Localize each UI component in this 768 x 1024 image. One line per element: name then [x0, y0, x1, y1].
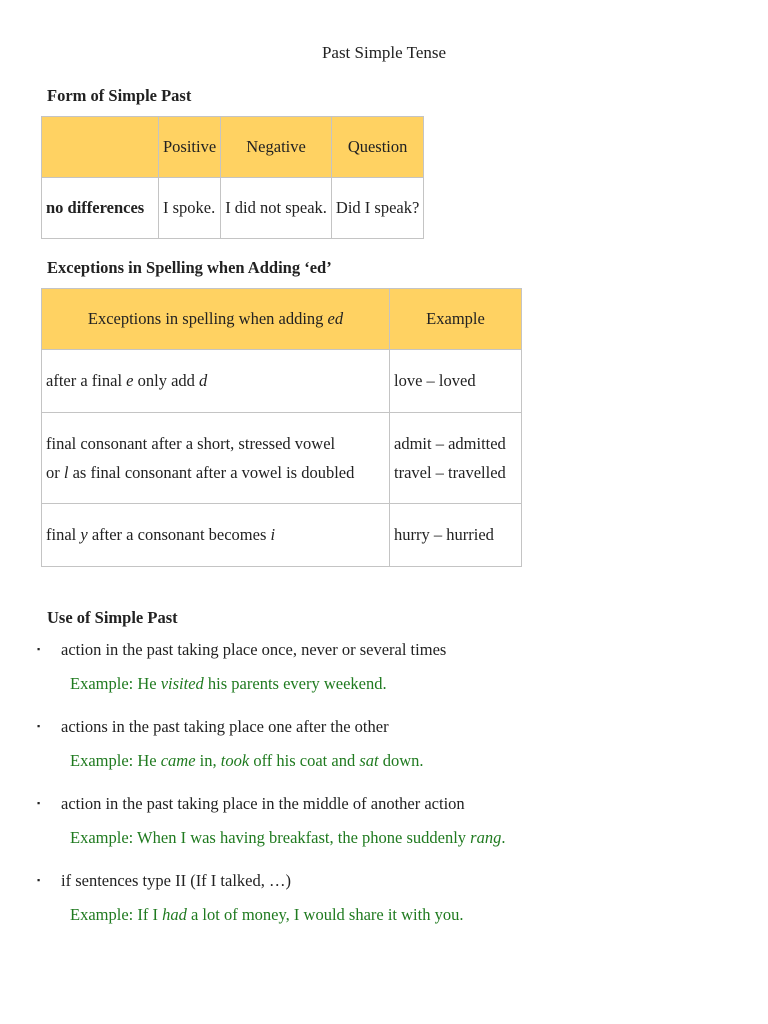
header-cell-question: Question [331, 117, 423, 178]
list-item [0, 715, 768, 792]
text-run: Example: When I was having breakfast, the phone suddenly [70, 828, 471, 847]
list-item [0, 638, 768, 715]
text-run: or [46, 463, 64, 482]
rule-cell [42, 413, 390, 504]
bullet-icon: ▪ [37, 721, 41, 731]
italic-word: visited [160, 674, 204, 693]
cell-negative: I did not speak. [221, 178, 332, 239]
bullet-icon: ▪ [37, 875, 41, 885]
rule-line-1 [46, 429, 385, 458]
text-run: final consonant after a short, stressed vowel [46, 434, 336, 453]
example-text [70, 828, 505, 848]
example-cell: love – loved [390, 350, 522, 413]
use-text: action in the past taking place in the middle of another action [61, 794, 465, 813]
example-line-2: travel – travelled [394, 463, 506, 482]
list-item [0, 869, 768, 946]
table-row [42, 350, 522, 413]
use-list [0, 638, 768, 946]
use-text: actions in the past taking place one after the other [61, 717, 389, 736]
table-row [42, 504, 522, 567]
spelling-table [41, 288, 522, 567]
list-item [0, 792, 768, 869]
text-run: Example: If I [70, 905, 163, 924]
header-cell-empty [42, 117, 159, 178]
text-run: off his coat and [249, 751, 360, 770]
example-cell [390, 413, 522, 504]
rule-cell [42, 350, 390, 413]
text-run: only add [133, 371, 200, 390]
header-cell-negative: Negative [221, 117, 332, 178]
example-text [70, 674, 387, 694]
table-header-row [42, 117, 424, 178]
cell-positive: I spoke. [159, 178, 221, 239]
page-title: Past Simple Tense [321, 43, 447, 62]
rule-cell [42, 504, 390, 567]
italic-word: i [270, 525, 276, 544]
italic-word: d [199, 371, 208, 390]
example-text [70, 751, 424, 771]
italic-word: rang [470, 828, 502, 847]
use-heading: Use of Simple Past [47, 608, 178, 627]
use-text: if sentences type II (If I talked, …) [61, 871, 291, 890]
cell-question: Did I speak? [331, 178, 423, 239]
example-text [70, 905, 463, 925]
italic-word: had [162, 905, 187, 924]
example-line-1: admit – admitted [394, 434, 506, 453]
header-cell-rule [42, 289, 390, 350]
header-cell-example: Example [390, 289, 522, 350]
form-heading: Form of Simple Past [47, 86, 192, 105]
italic-word: y [80, 525, 88, 544]
text-run: a lot of money, I would share it with you. [186, 905, 464, 924]
italic-word: sat [359, 751, 379, 770]
italic-word: l [63, 463, 69, 482]
text-run: after a consonant becomes [87, 525, 271, 544]
table-row [42, 178, 424, 239]
example-cell: hurry – hurried [390, 504, 522, 567]
text-run: his parents every weekend. [203, 674, 387, 693]
bullet-icon: ▪ [37, 798, 41, 808]
text-run: in, [195, 751, 221, 770]
form-table [41, 116, 424, 239]
bullet-icon: ▪ [37, 644, 41, 654]
row-label: no differences [42, 178, 159, 239]
header-cell-positive: Positive [159, 117, 221, 178]
spelling-heading: Exceptions in Spelling when Adding ‘ed’ [47, 258, 332, 277]
use-text: action in the past taking place once, never or several times [61, 640, 447, 659]
text-run: Example: He [70, 751, 161, 770]
text-run: down. [378, 751, 424, 770]
italic-word: e [126, 371, 134, 390]
table-header-row [42, 289, 522, 350]
text-run: as final consonant after a vowel is doubled [68, 463, 355, 482]
text-run: . [501, 828, 506, 847]
header-rule-italic: ed [327, 309, 344, 328]
italic-word: took [220, 751, 250, 770]
italic-word: came [160, 751, 196, 770]
text-run: after a final [46, 371, 127, 390]
text-run: final [46, 525, 81, 544]
rule-line-2 [46, 458, 385, 487]
header-rule-text: Exceptions in spelling when adding [87, 309, 328, 328]
table-row [42, 413, 522, 504]
text-run: Example: He [70, 674, 161, 693]
